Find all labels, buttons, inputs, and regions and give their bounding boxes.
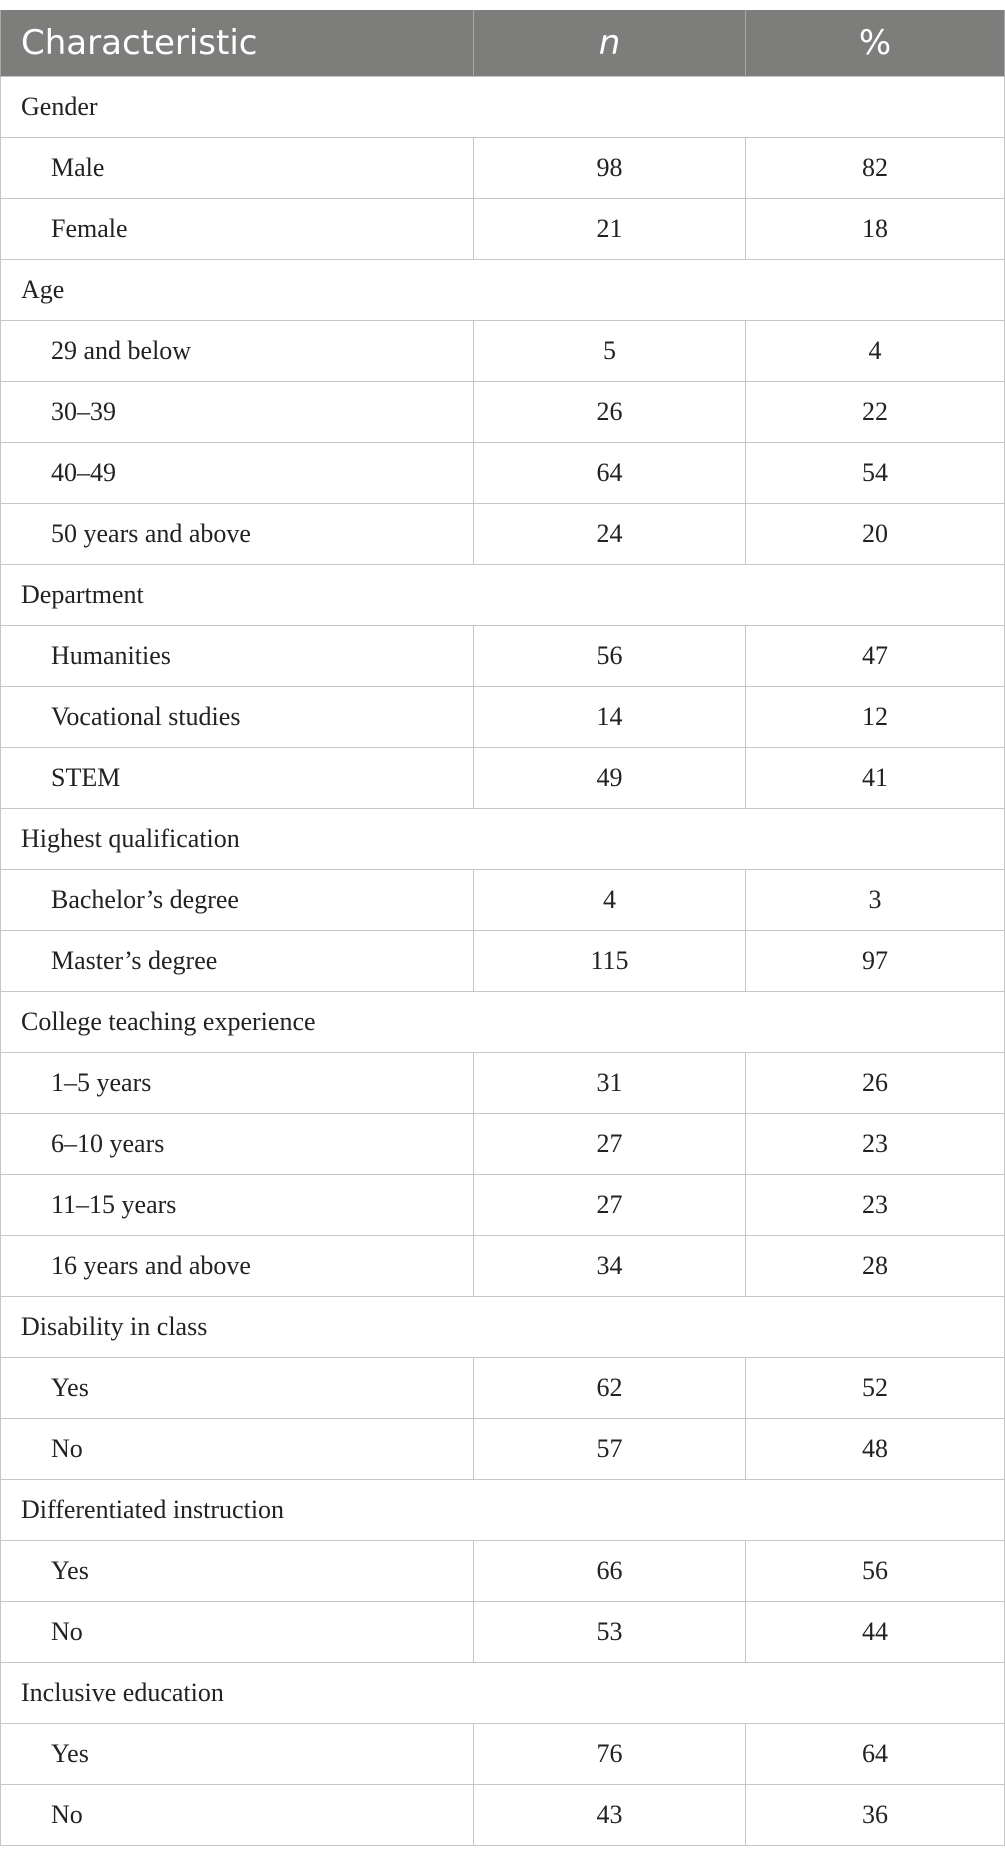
group-row — [1, 77, 1005, 138]
table-row — [1, 1053, 1005, 1114]
group-title: Inclusive education — [1, 1663, 1005, 1724]
row-percent: 23 — [746, 1175, 1005, 1236]
row-label: 6–10 years — [1, 1114, 474, 1175]
row-label: Male — [1, 138, 474, 199]
row-percent: 4 — [746, 321, 1005, 382]
row-label: Bachelor’s degree — [1, 870, 474, 931]
row-label: 40–49 — [1, 443, 474, 504]
table-row — [1, 687, 1005, 748]
demographics-table — [0, 10, 1005, 1846]
row-n: 66 — [474, 1541, 746, 1602]
row-percent: 28 — [746, 1236, 1005, 1297]
row-n: 64 — [474, 443, 746, 504]
header-characteristic: Characteristic — [1, 10, 474, 77]
row-percent: 47 — [746, 626, 1005, 687]
table-header — [1, 10, 1005, 77]
group-row — [1, 992, 1005, 1053]
row-n: 43 — [474, 1785, 746, 1846]
row-label: Yes — [1, 1541, 474, 1602]
table-body — [1, 77, 1005, 1846]
row-n: 98 — [474, 138, 746, 199]
row-percent: 18 — [746, 199, 1005, 260]
row-label: Master’s degree — [1, 931, 474, 992]
row-label: No — [1, 1419, 474, 1480]
row-percent: 41 — [746, 748, 1005, 809]
table-row — [1, 1785, 1005, 1846]
row-percent: 44 — [746, 1602, 1005, 1663]
table-row — [1, 321, 1005, 382]
row-percent: 54 — [746, 443, 1005, 504]
table-row — [1, 1358, 1005, 1419]
table-row — [1, 138, 1005, 199]
row-n: 57 — [474, 1419, 746, 1480]
table-row — [1, 870, 1005, 931]
table-row — [1, 1724, 1005, 1785]
table-container — [0, 10, 1005, 1846]
row-n: 56 — [474, 626, 746, 687]
table-row — [1, 443, 1005, 504]
group-row — [1, 1663, 1005, 1724]
row-label: 11–15 years — [1, 1175, 474, 1236]
group-title: Differentiated instruction — [1, 1480, 1005, 1541]
row-label: No — [1, 1785, 474, 1846]
row-label: Vocational studies — [1, 687, 474, 748]
row-percent: 26 — [746, 1053, 1005, 1114]
row-n: 4 — [474, 870, 746, 931]
row-label: Humanities — [1, 626, 474, 687]
group-row — [1, 565, 1005, 626]
table-row — [1, 1236, 1005, 1297]
group-row — [1, 1297, 1005, 1358]
row-percent: 36 — [746, 1785, 1005, 1846]
row-label: 50 years and above — [1, 504, 474, 565]
table-row — [1, 1602, 1005, 1663]
row-percent: 23 — [746, 1114, 1005, 1175]
row-n: 26 — [474, 382, 746, 443]
row-label: 30–39 — [1, 382, 474, 443]
row-percent: 82 — [746, 138, 1005, 199]
row-label: No — [1, 1602, 474, 1663]
row-label: Female — [1, 199, 474, 260]
header-n: n — [474, 10, 746, 77]
table-row — [1, 382, 1005, 443]
row-n: 27 — [474, 1114, 746, 1175]
row-n: 14 — [474, 687, 746, 748]
row-n: 24 — [474, 504, 746, 565]
group-row — [1, 809, 1005, 870]
header-percent: % — [746, 10, 1005, 77]
row-n: 27 — [474, 1175, 746, 1236]
table-row — [1, 931, 1005, 992]
row-percent: 97 — [746, 931, 1005, 992]
row-n: 34 — [474, 1236, 746, 1297]
table-row — [1, 1419, 1005, 1480]
row-n: 62 — [474, 1358, 746, 1419]
row-percent: 20 — [746, 504, 1005, 565]
table-row — [1, 504, 1005, 565]
group-title: Disability in class — [1, 1297, 1005, 1358]
row-percent: 12 — [746, 687, 1005, 748]
table-row — [1, 1541, 1005, 1602]
row-n: 49 — [474, 748, 746, 809]
row-n: 5 — [474, 321, 746, 382]
row-n: 31 — [474, 1053, 746, 1114]
table-row — [1, 626, 1005, 687]
row-percent: 52 — [746, 1358, 1005, 1419]
group-title: Highest qualification — [1, 809, 1005, 870]
row-label: STEM — [1, 748, 474, 809]
row-n: 115 — [474, 931, 746, 992]
table-row — [1, 1175, 1005, 1236]
row-percent: 48 — [746, 1419, 1005, 1480]
row-label: Yes — [1, 1358, 474, 1419]
group-title: Department — [1, 565, 1005, 626]
group-title: College teaching experience — [1, 992, 1005, 1053]
group-row — [1, 1480, 1005, 1541]
header-row — [1, 10, 1005, 77]
row-n: 21 — [474, 199, 746, 260]
row-label: 29 and below — [1, 321, 474, 382]
group-row — [1, 260, 1005, 321]
row-label: Yes — [1, 1724, 474, 1785]
table-row — [1, 199, 1005, 260]
row-percent: 64 — [746, 1724, 1005, 1785]
row-percent: 3 — [746, 870, 1005, 931]
row-percent: 22 — [746, 382, 1005, 443]
row-percent: 56 — [746, 1541, 1005, 1602]
row-n: 76 — [474, 1724, 746, 1785]
group-title: Gender — [1, 77, 1005, 138]
table-row — [1, 1114, 1005, 1175]
table-row — [1, 748, 1005, 809]
row-n: 53 — [474, 1602, 746, 1663]
row-label: 16 years and above — [1, 1236, 474, 1297]
row-label: 1–5 years — [1, 1053, 474, 1114]
group-title: Age — [1, 260, 1005, 321]
